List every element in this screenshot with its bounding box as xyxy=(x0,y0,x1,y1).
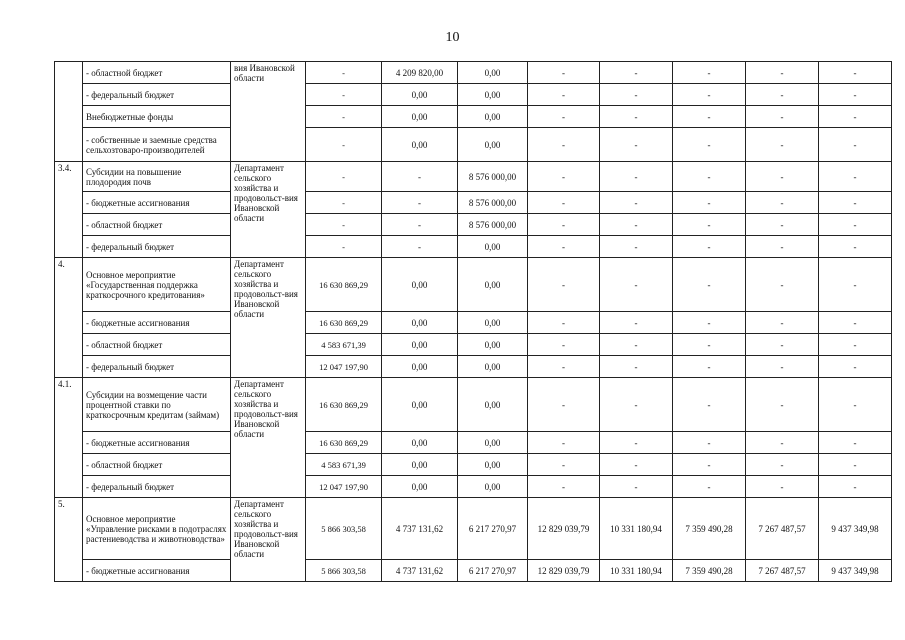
value-cell: - xyxy=(819,432,892,454)
value-cell: 0,00 xyxy=(458,106,528,128)
item-name: Основное мероприятие «Государственная поддержка краткосрочного кредитования» xyxy=(83,258,231,312)
item-name: Субсидии на возмещение части процентной ставки по краткосрочным кредитам (займам) xyxy=(83,378,231,432)
value-cell: 4 737 131,62 xyxy=(382,560,458,582)
item-name: - собственные и заемные средства сельхозтоваро-производителей xyxy=(83,128,231,162)
value-cell: - xyxy=(600,334,673,356)
item-number: 4.1. xyxy=(55,378,83,498)
table-row xyxy=(55,84,892,106)
value-cell: - xyxy=(673,476,746,498)
value-cell: 0,00 xyxy=(382,106,458,128)
value-cell: 0,00 xyxy=(458,378,528,432)
value-cell: - xyxy=(746,454,819,476)
value-cell: 0,00 xyxy=(458,62,528,84)
value-cell: - xyxy=(819,356,892,378)
value-cell: 12 047 197,90 xyxy=(306,476,382,498)
value-cell: 0,00 xyxy=(382,432,458,454)
value-cell: - xyxy=(746,62,819,84)
value-cell: - xyxy=(600,312,673,334)
value-cell: - xyxy=(746,128,819,162)
value-cell: 10 331 180,94 xyxy=(600,560,673,582)
item-name: - областной бюджет xyxy=(83,334,231,356)
value-cell: - xyxy=(819,258,892,312)
value-cell: 4 583 671,39 xyxy=(306,454,382,476)
value-cell: - xyxy=(819,84,892,106)
value-cell: 12 829 039,79 xyxy=(528,498,600,560)
item-name: - бюджетные ассигнования xyxy=(83,432,231,454)
value-cell: 0,00 xyxy=(382,378,458,432)
value-cell: - xyxy=(673,378,746,432)
item-name: Основное мероприятие «Управление рисками в подотраслях растениеводства и животноводства» xyxy=(83,498,231,560)
value-cell: - xyxy=(528,378,600,432)
value-cell: 12 047 197,90 xyxy=(306,356,382,378)
value-cell: 12 829 039,79 xyxy=(528,560,600,582)
value-cell: 4 737 131,62 xyxy=(382,498,458,560)
value-cell: 16 630 869,29 xyxy=(306,312,382,334)
value-cell: 7 359 490,28 xyxy=(673,560,746,582)
value-cell: - xyxy=(600,106,673,128)
value-cell: 0,00 xyxy=(458,84,528,106)
table-row xyxy=(55,498,892,560)
value-cell: 16 630 869,29 xyxy=(306,258,382,312)
value-cell: 0,00 xyxy=(458,334,528,356)
value-cell: 0,00 xyxy=(382,258,458,312)
executor-cell: Департамент сельского хозяйства и продовольст-вия Ивановской области xyxy=(231,258,306,378)
item-number: 3.4. xyxy=(55,162,83,258)
value-cell: - xyxy=(306,236,382,258)
item-name: Субсидии на повышение плодородия почв xyxy=(83,162,231,192)
value-cell: - xyxy=(673,62,746,84)
value-cell: - xyxy=(528,106,600,128)
value-cell: 9 437 349,98 xyxy=(819,498,892,560)
item-name: - областной бюджет xyxy=(83,454,231,476)
value-cell: - xyxy=(746,334,819,356)
value-cell: - xyxy=(528,334,600,356)
value-cell: 8 576 000,00 xyxy=(458,214,528,236)
value-cell: - xyxy=(819,454,892,476)
value-cell: - xyxy=(528,258,600,312)
value-cell: - xyxy=(600,454,673,476)
value-cell: - xyxy=(746,258,819,312)
value-cell: - xyxy=(382,192,458,214)
value-cell: - xyxy=(673,236,746,258)
value-cell: - xyxy=(600,476,673,498)
value-cell: - xyxy=(819,106,892,128)
value-cell: - xyxy=(746,312,819,334)
value-cell: 4 209 820,00 xyxy=(382,62,458,84)
value-cell: - xyxy=(673,106,746,128)
value-cell: - xyxy=(382,236,458,258)
value-cell: 5 866 303,58 xyxy=(306,560,382,582)
value-cell: - xyxy=(819,162,892,192)
value-cell: - xyxy=(746,432,819,454)
value-cell: 0,00 xyxy=(458,356,528,378)
executor-cell: Департамент сельского хозяйства и продовольст-вия Ивановской области xyxy=(231,498,306,582)
value-cell: 0,00 xyxy=(458,128,528,162)
table-row xyxy=(55,356,892,378)
value-cell: - xyxy=(528,214,600,236)
table-row xyxy=(55,560,892,582)
value-cell: 0,00 xyxy=(382,128,458,162)
item-name: - областной бюджет xyxy=(83,62,231,84)
item-name: - федеральный бюджет xyxy=(83,476,231,498)
value-cell: - xyxy=(382,214,458,236)
value-cell: - xyxy=(600,62,673,84)
table-row xyxy=(55,432,892,454)
item-number: 5. xyxy=(55,498,83,582)
executor-cell: Департамент сельского хозяйства и продовольст-вия Ивановской области xyxy=(231,162,306,258)
value-cell: - xyxy=(673,334,746,356)
value-cell: - xyxy=(819,378,892,432)
value-cell: - xyxy=(306,162,382,192)
value-cell: 0,00 xyxy=(458,454,528,476)
value-cell: - xyxy=(673,128,746,162)
value-cell: 0,00 xyxy=(382,356,458,378)
value-cell: 0,00 xyxy=(382,334,458,356)
value-cell: - xyxy=(306,62,382,84)
value-cell: - xyxy=(528,192,600,214)
value-cell: - xyxy=(746,162,819,192)
table-row xyxy=(55,476,892,498)
value-cell: 0,00 xyxy=(382,454,458,476)
item-name: - федеральный бюджет xyxy=(83,84,231,106)
value-cell: 8 576 000,00 xyxy=(458,192,528,214)
item-name: - бюджетные ассигнования xyxy=(83,560,231,582)
value-cell: - xyxy=(673,84,746,106)
value-cell: - xyxy=(746,476,819,498)
value-cell: 8 576 000,00 xyxy=(458,162,528,192)
value-cell: - xyxy=(746,236,819,258)
value-cell: - xyxy=(673,162,746,192)
table-row xyxy=(55,334,892,356)
value-cell: - xyxy=(600,128,673,162)
value-cell: 4 583 671,39 xyxy=(306,334,382,356)
value-cell: - xyxy=(600,162,673,192)
value-cell: - xyxy=(528,312,600,334)
value-cell: 0,00 xyxy=(458,312,528,334)
table-row xyxy=(55,106,892,128)
value-cell: - xyxy=(819,128,892,162)
item-name: - областной бюджет xyxy=(83,214,231,236)
value-cell: - xyxy=(819,192,892,214)
value-cell: - xyxy=(528,476,600,498)
value-cell: - xyxy=(673,454,746,476)
value-cell: 0,00 xyxy=(382,476,458,498)
value-cell: - xyxy=(306,214,382,236)
value-cell: - xyxy=(528,62,600,84)
value-cell: - xyxy=(600,236,673,258)
value-cell: - xyxy=(746,214,819,236)
value-cell: - xyxy=(306,128,382,162)
value-cell: - xyxy=(306,84,382,106)
table-row xyxy=(55,258,892,312)
table-row xyxy=(55,236,892,258)
value-cell: - xyxy=(746,84,819,106)
value-cell: - xyxy=(673,432,746,454)
value-cell: - xyxy=(819,334,892,356)
value-cell: 10 331 180,94 xyxy=(600,498,673,560)
executor-cell: Департамент сельского хозяйства и продовольст-вия Ивановской области xyxy=(231,378,306,498)
value-cell: - xyxy=(673,214,746,236)
table-row xyxy=(55,454,892,476)
table-row xyxy=(55,62,892,84)
value-cell: - xyxy=(528,162,600,192)
value-cell: - xyxy=(382,162,458,192)
value-cell: - xyxy=(746,106,819,128)
value-cell: - xyxy=(673,258,746,312)
budget-table-body xyxy=(55,62,892,582)
table-row xyxy=(55,378,892,432)
value-cell: 7 359 490,28 xyxy=(673,498,746,560)
value-cell: - xyxy=(306,192,382,214)
value-cell: - xyxy=(673,356,746,378)
value-cell: 7 267 487,57 xyxy=(746,498,819,560)
value-cell: 16 630 869,29 xyxy=(306,378,382,432)
budget-table xyxy=(54,61,892,582)
value-cell: - xyxy=(528,356,600,378)
value-cell: - xyxy=(600,258,673,312)
value-cell: 0,00 xyxy=(382,84,458,106)
value-cell: - xyxy=(306,106,382,128)
value-cell: - xyxy=(528,432,600,454)
table-row xyxy=(55,312,892,334)
value-cell: - xyxy=(600,356,673,378)
value-cell: - xyxy=(673,312,746,334)
value-cell: 5 866 303,58 xyxy=(306,498,382,560)
value-cell: - xyxy=(746,378,819,432)
value-cell: 6 217 270,97 xyxy=(458,498,528,560)
value-cell: - xyxy=(819,312,892,334)
value-cell: - xyxy=(746,356,819,378)
executor-cell: вия Ивановской области xyxy=(231,62,306,162)
value-cell: 16 630 869,29 xyxy=(306,432,382,454)
value-cell: 0,00 xyxy=(382,312,458,334)
item-name: - бюджетные ассигнования xyxy=(83,312,231,334)
item-name: Внебюджетные фонды xyxy=(83,106,231,128)
value-cell: 6 217 270,97 xyxy=(458,560,528,582)
value-cell: - xyxy=(819,214,892,236)
value-cell: 9 437 349,98 xyxy=(819,560,892,582)
table-row xyxy=(55,192,892,214)
page-number: 10 xyxy=(445,30,460,45)
value-cell: - xyxy=(600,192,673,214)
table-row xyxy=(55,214,892,236)
value-cell: 0,00 xyxy=(458,476,528,498)
value-cell: - xyxy=(528,84,600,106)
value-cell: - xyxy=(819,62,892,84)
value-cell: - xyxy=(528,454,600,476)
value-cell: - xyxy=(528,236,600,258)
value-cell: 0,00 xyxy=(458,432,528,454)
table-row xyxy=(55,128,892,162)
item-number: 4. xyxy=(55,258,83,378)
item-name: - федеральный бюджет xyxy=(83,236,231,258)
value-cell: 0,00 xyxy=(458,236,528,258)
value-cell: 7 267 487,57 xyxy=(746,560,819,582)
value-cell: - xyxy=(746,192,819,214)
value-cell: - xyxy=(600,84,673,106)
value-cell: - xyxy=(600,214,673,236)
value-cell: - xyxy=(819,236,892,258)
item-name: - федеральный бюджет xyxy=(83,356,231,378)
value-cell: - xyxy=(600,378,673,432)
value-cell: - xyxy=(819,476,892,498)
item-name: - бюджетные ассигнования xyxy=(83,192,231,214)
value-cell: 0,00 xyxy=(458,258,528,312)
table-row xyxy=(55,162,892,192)
item-number xyxy=(55,62,83,162)
value-cell: - xyxy=(600,432,673,454)
value-cell: - xyxy=(528,128,600,162)
value-cell: - xyxy=(673,192,746,214)
